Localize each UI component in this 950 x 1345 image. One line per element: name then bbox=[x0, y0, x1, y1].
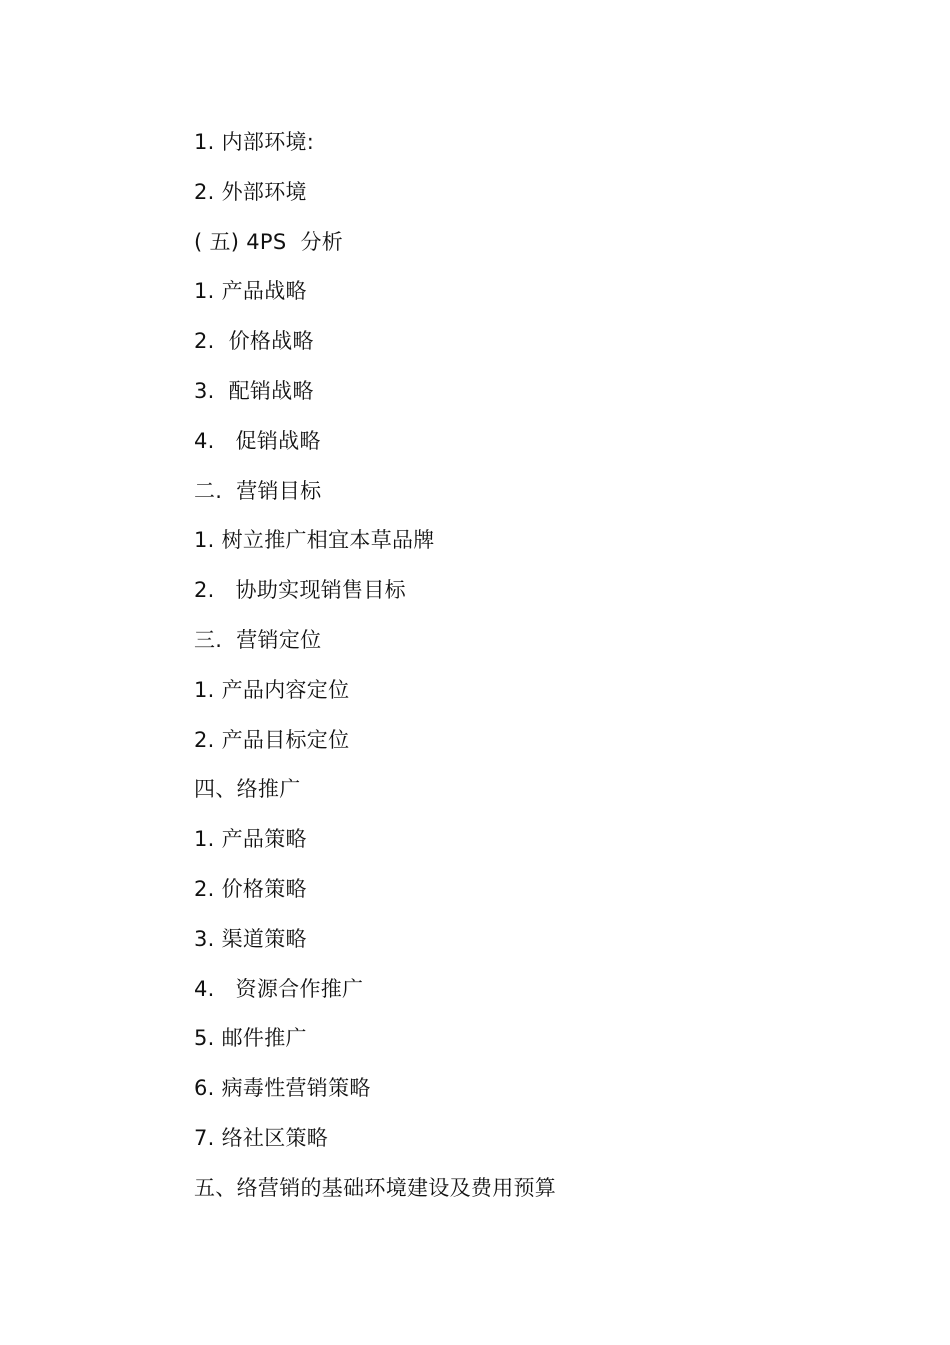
outline-line: 3. 配销战略 bbox=[194, 378, 314, 403]
outline-heading: 三. 营销定位 bbox=[194, 627, 322, 652]
outline-line: 2. 外部环境 bbox=[194, 179, 307, 204]
outline-line: 7. 络社区策略 bbox=[194, 1125, 329, 1150]
outline-line: 1. 产品策略 bbox=[194, 827, 307, 852]
outline-line: 4. 资源合作推广 bbox=[194, 976, 364, 1001]
outline-line: 4. 促销战略 bbox=[194, 428, 321, 453]
outline-list bbox=[194, 124, 894, 1220]
outline-line: 2. 价格策略 bbox=[194, 876, 307, 901]
outline-line: 2. 产品目标定位 bbox=[194, 727, 350, 752]
outline-line: 2. 价格战略 bbox=[194, 329, 314, 354]
outline-heading: 四、络推广 bbox=[194, 777, 301, 802]
outline-line: 6. 病毒性营销策略 bbox=[194, 1076, 371, 1101]
outline-line: 1. 产品战略 bbox=[194, 279, 307, 304]
outline-line: ( 五) 4PS 分析 bbox=[194, 229, 344, 254]
outline-heading: 二. 营销目标 bbox=[194, 478, 322, 503]
outline-line: 2. 协助实现销售目标 bbox=[194, 578, 406, 603]
outline-line: 5. 邮件推广 bbox=[194, 1026, 307, 1051]
outline-line: 1. 树立推广相宜本草品牌 bbox=[194, 528, 435, 553]
outline-heading: 五、络营销的基础环境建设及费用预算 bbox=[194, 1175, 557, 1200]
outline-line: 1. 内部环境: bbox=[194, 130, 315, 154]
outline-line: 1. 产品内容定位 bbox=[194, 677, 350, 702]
outline-line: 3. 渠道策略 bbox=[194, 926, 307, 951]
